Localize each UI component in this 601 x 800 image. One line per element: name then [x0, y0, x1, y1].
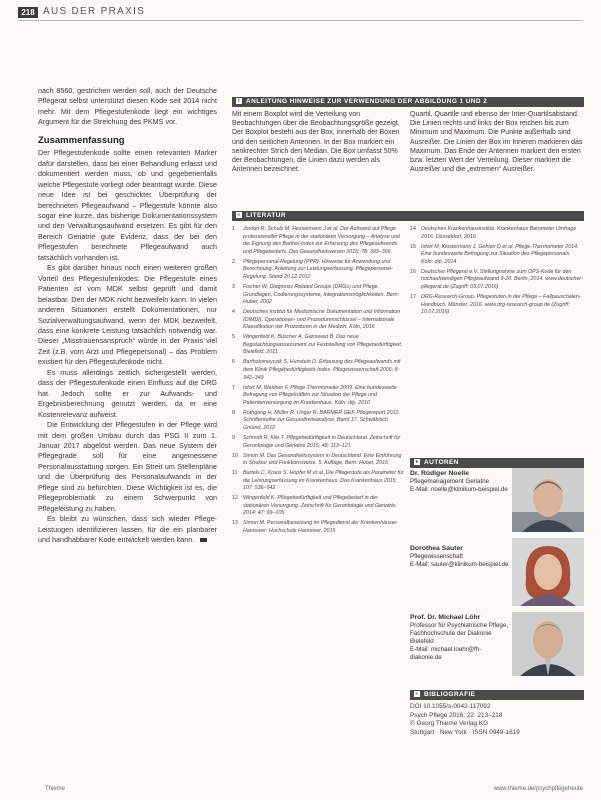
info-icon: i	[236, 98, 242, 104]
reference-number: 4	[232, 309, 235, 316]
author-email: E-Mail: noelle@klinikum-beispiel.de	[410, 486, 508, 493]
publisher-line: © Georg Thieme Verlag KG	[410, 720, 489, 728]
reference-item	[232, 453, 404, 468]
author-email: E-Mail: sauter@klinikum-beispiel.de	[410, 561, 509, 568]
reference-text: Bartels C, Kraus S, Hopfer M et al. Die Pflegestufe als Parameter für die Leistungserfassung im Krankenhaus. Das Krankenhaus 2015; 107: 536–542	[243, 470, 404, 492]
reference-number: 11	[232, 470, 238, 477]
reference-text: Simon M. Personalbesetzung im Pflegedienst der Krankenhäuser. Hannover: Hochschule Hannover, 2015	[243, 520, 398, 535]
section-heading: Zusammenfassung	[38, 134, 125, 146]
person-icon: ●	[415, 459, 419, 466]
reference-text: Wingenfeld K. Pflegebedürftigkeit und Pflegebedarf in der stationären Versorgung. Zeitschrift für Gerontologie und Geriatrie, 2014; 47: 99–105	[243, 495, 397, 517]
reference-number: 1	[232, 226, 235, 232]
reference-text: Simon M. Das Gesundheitssystem in Deutschland. Eine Einführung in Struktur und Funktionsweise. 5. Auflage. Bern: Huber, 2016	[243, 452, 402, 467]
body-paragraph: Es bleibt zu wünschen, dass sich wieder Pflege-Leistungen identifizieren lassen, für die ein planbarer und handhabbarer Kode entwickelt werden kann.	[38, 514, 217, 545]
reference-number: 15	[410, 243, 416, 250]
reference-item	[232, 435, 404, 450]
reference-item	[232, 385, 404, 408]
reference-text: Rothgang H, Müller R, Unger R. BARMER GEK Pflegereport 2012. Schriftenreihe zur Gesundheitsanalyse, Band 17. Schwäbisch Gmünd, 2012	[243, 409, 400, 431]
author-entry	[410, 545, 510, 569]
reference-item	[410, 294, 584, 317]
doi-line: DOI 10.1055/s-0042-117092	[410, 703, 491, 710]
reference-text: Deutscher Pflegerat e.V. Stellungnahme zum OPS-Kode für den hochaufwendigen Pflegeaufwand 9-20. Berlin, 2014. www.deutscher-pflegerat.de (Zugriff: 03.07.2016)	[421, 268, 583, 290]
tip-box-header: i ANLEITUNG HINWEISE ZUR VERWENDUNG DER ABBILDUNG 1 UND 2	[232, 97, 584, 107]
reference-number: 13	[232, 520, 238, 527]
reference-item	[232, 226, 404, 256]
author-name: Prof. Dr. Michael Löhr	[410, 614, 481, 621]
reference-number: 12	[232, 495, 238, 502]
reference-number: 14	[410, 226, 416, 232]
reference-number: 17	[410, 293, 416, 300]
bibliography-block	[410, 703, 584, 737]
reference-text: Isfort M, Klostermann J, Gehlen D et al. Pflege-Thermometer 2014. Eine bundesweite Befragung zur Situation des Pflegepersonals. Köln: dip, 2014	[421, 243, 579, 265]
reference-list-left	[232, 226, 404, 772]
reference-item	[232, 495, 404, 518]
citation-line: Psych Pflege 2016; 22: 213–218	[410, 711, 503, 719]
body-paragraph: Die Entwicklung der Pflegestufen in der Pflege wird mit dem großen Umbau durch das PSG II zum 1. Januar 2017 abgelöst werden. Das neue System der Pflegegrade soll für eine angemessene Personalausstattung sorgen. Ein Streit um Stellenpläne und die Überprüfung des Personalaufwands in der Pflege sind zu befürchten. Diese Wichtigkeit ist es, die Pflegeproblematik zu einem Schwerpunkt von Pflegeleistung zu haben.	[38, 420, 217, 513]
tip-text-left: Mit einem Boxplot wird die Verteilung von Beobachtungen über die Beobachtungsgröße gezeigt. Der Boxplot besteht aus der Box, innerhalb der Boxen und den seitlichen Antennen. In der Box markiert ein senkrechter Strich den Median. Die Box umfasst 50% der Beobachtungen, die Linien dazu werden als Antennen bezeichnet.	[232, 111, 400, 174]
author-role: Pflegemanagement Geriatrie	[410, 478, 490, 485]
author-name: Dorothea Sauter	[410, 545, 463, 552]
reference-text: Schmidt R, Klie T. Pflegebedürftigkeit in Deutschland. Zeitschrift für Gerontologie und Geriatrie 2015; 48: 113–121	[243, 434, 401, 449]
reference-number: 3	[232, 283, 235, 290]
author-photo	[512, 468, 584, 532]
author-role: Professor für Psychiatrische Pflege, Fachhochschule der Diakonie Bielefeld	[410, 622, 509, 645]
book-icon: ≡	[237, 212, 241, 219]
section-title: AUS DER PRAXIS	[43, 6, 146, 17]
body-paragraph: Es muss allerdings zeitlich sichergestellt werden, dass der Pflegestufenkode einen Einfluss auf die DRG hat. Jedoch sollte er zur Aufwands- und Ergebnisberechnung genutzt werden, da er eine Kostenrelevanz aufweist.	[38, 367, 217, 419]
reference-list-right	[410, 226, 584, 446]
reference-text: Pflegepersonal-Regelung (PPR). Hinweise für Anwendung und Berechnung. Anleitung zur Leistungserfassung. Pflegepersonal-Regelung. Stand 20.12.2012	[243, 258, 393, 280]
header-divider	[18, 20, 583, 21]
reference-text: Deutsches Institut für Medizinische Dokumentation und Information (DIMDI). Operationen- und Prozedurenschlüssel – Internationale Klassifikation der Prozeduren in der Medizin. Köln, 2016	[243, 309, 401, 331]
reference-text: Isfort M, Weidner F. Pflege-Thermometer 2009. Eine bundesweite Befragung von Pflegekräften zur Situation der Pflege und Patientenversorgung im Krankenhaus. Köln: dip, 2010	[243, 384, 397, 406]
intro-paragraph: nach 8560, gestrichen werden soll, auch der Deutsche Pflegerat selbst unterstützt diesen Kode seit 2014 nicht mehr. Mit dem Pflegestufenkode liegt ein wichtiges Argument für die Streichung des PKMS vor.	[38, 86, 217, 127]
reference-item	[410, 269, 584, 292]
reference-number: 6	[232, 359, 235, 366]
reference-text: DRG-Research-Group. Pflegestufen in der Pflege – Fallpauschalen-Handbuch. Münster, 2016. www.drg-research-group.de (Zugriff: 10.07.2016)	[421, 293, 581, 316]
bibliography-header: ≡ BIBLIOGRAFIE	[410, 690, 584, 700]
author-photo	[512, 612, 584, 676]
end-of-article-mark	[200, 538, 207, 542]
body-paragraph: Der Pflegestufenkode sollte einen relevanten Marker dafür darstellen, dass bei einer Behandlung erfasst und dokumentiert werden muss, ob und gegebenenfalls welche Pflegestufe vorliegt oder beantragt wurde. Diese neue Idee ist bei geschickter Überprüfung der berechneten Pflegeaufwand – Pflegestufe könnte also sogar eine kurze, das bisherige Dokumentationssystem und den Verwaltungsaufwand ersetzen. Es gibt für den Bereich Geriatrie gute Evidenz, dass der bei den Pflegestufen berechnete Pflegeaufwand auch tatsächlich vorhanden ist.	[38, 148, 217, 262]
reference-item	[232, 334, 404, 357]
literature-header: ≡ LITERATUR	[232, 211, 584, 221]
reference-number: 5	[232, 334, 235, 341]
reference-item	[410, 244, 584, 267]
reference-item	[232, 470, 404, 493]
issn-line: Stuttgart · New York · ISSN 0949-1619	[410, 728, 520, 736]
author-role: Pflegewissenschaft	[410, 553, 463, 560]
authors-header: ● AUTOREN	[410, 458, 584, 468]
article-body-column	[38, 86, 217, 752]
author-entry	[410, 614, 510, 670]
author-entry	[410, 470, 510, 494]
reference-item	[232, 259, 404, 282]
author-name: Dr. Rüdiger Noelle	[410, 470, 469, 477]
body-paragraph: Es gibt darüber hinaus noch einen weiteren großen Vorteil des Pflegestufenkodes: Die Pflegestufe eines Patienten ist vom MDK selbst geprüft und damit belastbar. Den der MDK nicht bezweifeln kann. In vielen anderen Situationen erstellt Dokumentationen, nur Sozialverwaltungsaufwand, wenn der MDK bezweifelt, dass eine konkrete Leistung tatsächlich notwendig war. Dieser „Misstrauensanspruch“ würde in der Praxis viel Zeit (z.B. vom Arzt und Pflegepersonal) – das Problem existiert für den Pflegestufenkode nicht.	[38, 263, 217, 367]
book-icon: ≡	[415, 691, 419, 698]
reference-text: Bartholomeyczik S, Hunstein D. Erfassung des Pflegeaufwands mit dem Klinik Pflegebedürftigkeits-Index. Pflegewissenschaft 2006; 8: 342–349	[243, 359, 401, 381]
reference-text: Fischer W. Diagnosis Related Groups (DRGs) und Pflege. Grundlagen, Codierungssysteme, Integrationsmöglichkeiten. Bern: Huber, 2002	[243, 283, 400, 306]
reference-item	[232, 410, 404, 433]
reference-item	[232, 284, 404, 307]
reference-item	[410, 226, 584, 241]
footer-url: www.thieme.de/psychpflegeheute	[493, 786, 583, 792]
reference-number: 7	[232, 384, 235, 391]
reference-item	[232, 309, 404, 332]
reference-item	[232, 520, 404, 535]
page-number: 218	[18, 7, 38, 18]
reference-text: Wingenfeld K, Büscher A, Gansweid B. Das neue Begutachtungsassessment zur Feststellung von Pflegebedürftigkeit. Bielefeld, 2011	[243, 334, 403, 356]
reference-item	[232, 359, 404, 382]
reference-text: Deutsches Krankenhausinstitut. Krankenhaus Barometer Umfrage 2016. Düsseldorf, 2016	[421, 226, 577, 240]
reference-text: Jordan R, Schulz M, Hesselmann J et al. Der Aufwand auf Pflege professioneller Pflege in der stationären Versorgung – Analyse und die Eignung des Barthel-Index zur Erfassung des Pflegeaufwands und Pflegebedarfs. Das Gesundheitswesen 2016; 78: 393–399	[243, 226, 400, 255]
author-photo	[512, 538, 584, 606]
reference-number: 2	[232, 258, 235, 265]
author-email: E-Mail: michael.loehr@fh-diakonie.de	[410, 646, 482, 661]
reference-number: 16	[410, 268, 416, 275]
reference-number: 9	[232, 434, 235, 441]
reference-number: 10	[232, 452, 238, 459]
tip-text-right: Quartil, Quartile und ebenso der Inter-Quartilsabstand. Die Linien rechts und links der Box reichen bis zum Minimum und Maximum. Die Punkte außerhalb sind Ausreißer. Die Linien der Box im Inneren markieren das Maximum. Das Ende der Antennen markiert den ersten bzw. letzten Wert der Verteilung. Dieser markiert die Ausreißer und die „extremen“ Ausreißer.	[410, 111, 583, 174]
footer-publisher: Thieme	[45, 786, 66, 792]
reference-number: 8	[232, 409, 235, 416]
